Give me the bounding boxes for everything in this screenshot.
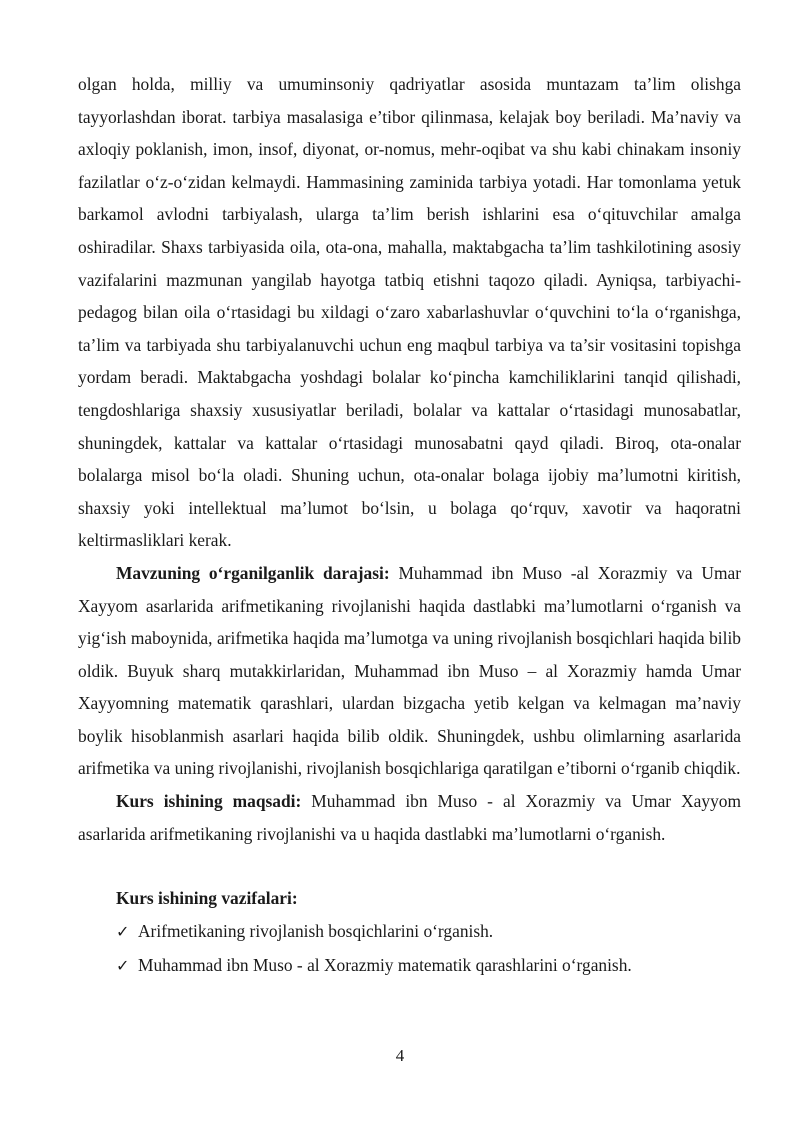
checkmark-icon: ✓ [116,958,130,976]
page-number: 4 [395,1046,405,1065]
tasks-list [78,915,741,984]
paragraph-spacer [78,850,741,882]
study-level-label: Mavzuning o‘rganilganlik darajasi: [116,562,390,583]
task-text: Muhammad ibn Muso - al Xorazmiy matematik qarashlarini o‘rganish. [138,955,632,976]
checkmark-icon: ✓ [116,923,130,941]
list-item [116,915,741,950]
goal-paragraph [78,785,741,850]
study-level-text: Muhammad ibn Muso -al Xorazmiy va Umar Xayyom asarlarida arifmetikaning rivojlanishi haqida dastlabki ma’lumotlarni o‘rganish va yig‘ish maboynida, arifmetika haqida ma’lumotga va uning rivojlanish bosqichlari haqida bilib oldik. Buyuk sharq mutakkirlaridan, Muhammad ibn Muso – al Xorazmiy hamda Umar Xayyomning matematik qarashlari, ulardan bizgacha yetib kelgan va kelmagan ma’naviy boylik hisoblanmish asarlari haqida bilib oldik. Shuningdek, ushbu olimlarning asarlarida arifmetika va uning rivojlanishi, rivojlanish bosqichlariga qaratilgan e’tiborni o‘rganib chiqdik. [78,562,741,779]
goal-text: Muhammad ibn Muso - al Xorazmiy va Umar Xayyom asarlarida arifmetikaning rivojlanishi va u haqida dastlabki ma’lumotlarni o‘rganish. [78,791,741,844]
task-text: Arifmetikaning rivojlanish bosqichlarini o‘rganish. [138,920,494,941]
study-level-paragraph [78,557,741,785]
tasks-heading: Kurs ishining vazifalari: [116,888,298,909]
intro-paragraph: olgan holda, milliy va umuminsoniy qadriyatlar asosida muntazam ta’lim olishga tayyorlashdan iborat. tarbiya masalasiga e’tibor qilinmasa, kelajak boy beriladi. Ma’naviy va axloqiy poklanish, imon, insof, diyonat, or-nomus, mehr-oqibat va shu kabi chinakam insoniy fazilatlar o‘z-o‘zidan kelmaydi. Hammasining zaminida tarbiya yotadi. Har tomonlama yetuk barkamol avlodni tarbiyalash, ularga ta’lim berish ishlarini esa o‘qituvchilar amalga oshiradilar. Shaxs tarbiyasida oila, ota-ona, mahalla, maktabgacha ta’lim tashkilotining asosiy vazifalarini mazmunan yangilab hayotga tatbiq etishni taqozo qiladi. Ayniqsa, tarbiyachi-pedagog bilan oila o‘rtasidagi bu xildagi o‘zaro xabarlashuvlar o‘quvchini to‘la o‘rganishga, ta’lim va tarbiyada shu tarbiyalanuvchi uchun eng maqbul tarbiya va ta’sir vositasini topishga yordam beradi. Maktabgacha yoshdagi bolalar ko‘pincha kamchiliklarini tanqid qilishadi, tengdoshlariga shaxsiy xususiyatlar beriladi, bolalar va kattalar o‘rtasidagi munosabatlar, shuningdek, kattalar va kattalar o‘rtasidagi munosabatni qayd qiladi. Biroq, ota-onalar bolalarga misol bo‘la oladi. Shuning uchun, ota-onalar bolaga ijobiy ma’lumotni kiritish, shaxsiy yoki intellektual ma’lumot bo‘lsin, u bolaga qo‘rquv, xavotir va haqoratni keltirmasliklari kerak. [78,74,741,551]
list-item [116,949,741,984]
goal-label: Kurs ishining maqsadi: [116,791,302,812]
document-page [78,68,741,984]
